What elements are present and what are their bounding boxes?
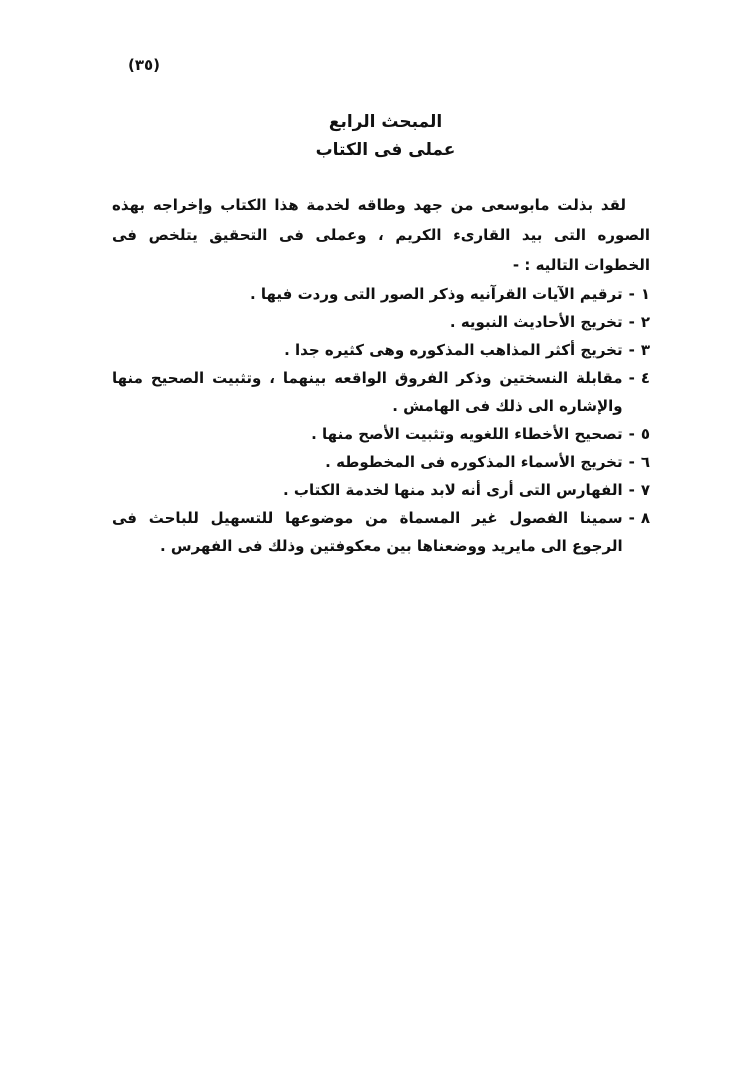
list-item	[112, 308, 650, 336]
list-item-text: تخريج أكثر المذاهب المذكوره وهى كثيره جدا .	[284, 341, 623, 359]
list-item-number: ٨	[640, 509, 650, 527]
list-item-text: الفهارس التى أرى أنه لابد منها لخدمة الكتاب .	[283, 481, 623, 499]
list-item-dash: -	[628, 425, 635, 443]
intro-paragraph: لقد بذلت مابوسعى من جهد وطاقه لخدمة هذا الكتاب وإخراجه بهذه الصوره التى بيد القارىء الكريم ، وعملى فى التحقيق يتلخص فى الخطوات التاليه : -	[112, 196, 650, 274]
body-text	[112, 190, 650, 560]
list-item-number: ١	[640, 285, 650, 303]
list-item-dash: -	[628, 313, 635, 331]
section-title: المبحث الرابع	[328, 112, 443, 132]
list-item	[112, 336, 650, 364]
list-item-dash: -	[628, 509, 635, 527]
list-item	[112, 364, 650, 420]
list-item	[112, 476, 650, 504]
list-item	[112, 504, 650, 560]
list-item-text: تخريج الأسماء المذكوره فى المخطوطه .	[325, 453, 623, 471]
list-item-text: تخريج الأحاديث النبويه .	[449, 313, 623, 331]
section-headings	[0, 108, 755, 164]
page-number: (٣٥)	[127, 56, 160, 74]
section-subtitle: عملى فى الكتاب	[315, 140, 456, 160]
list-item-number: ٤	[640, 369, 650, 387]
list-item-dash: -	[628, 285, 635, 303]
list-item-dash: -	[628, 369, 635, 387]
list-item	[112, 448, 650, 476]
list-item	[112, 420, 650, 448]
list-item-text: تصحيح الأخطاء اللغويه وتثبيت الأصح منها .	[311, 425, 623, 443]
list-item-dash: -	[628, 481, 635, 499]
steps-list	[112, 280, 650, 560]
list-item-number: ٦	[640, 453, 650, 471]
list-item-text: مقابلة النسختين وذكر الفروق الواقعه بينهما ، وتثبيت الصحيح منها والإشاره الى ذلك فى الهامش .	[112, 369, 623, 415]
list-item-text: سمينا الفصول غير المسماة من موضوعها للتسهيل للباحث فى الرجوع الى مايريد ووضعناها بين معكوفتين وذلك فى الفهرس .	[112, 509, 623, 555]
list-item-number: ٢	[640, 313, 650, 331]
list-item-text: ترقيم الآيات القرآنيه وذكر الصور التى وردت فيها .	[249, 285, 623, 303]
list-item-dash: -	[628, 341, 635, 359]
list-item-dash: -	[628, 453, 635, 471]
list-item-number: ٥	[640, 425, 650, 443]
list-item-number: ٧	[640, 481, 650, 499]
list-item	[112, 280, 650, 308]
list-item-number: ٣	[640, 341, 650, 359]
